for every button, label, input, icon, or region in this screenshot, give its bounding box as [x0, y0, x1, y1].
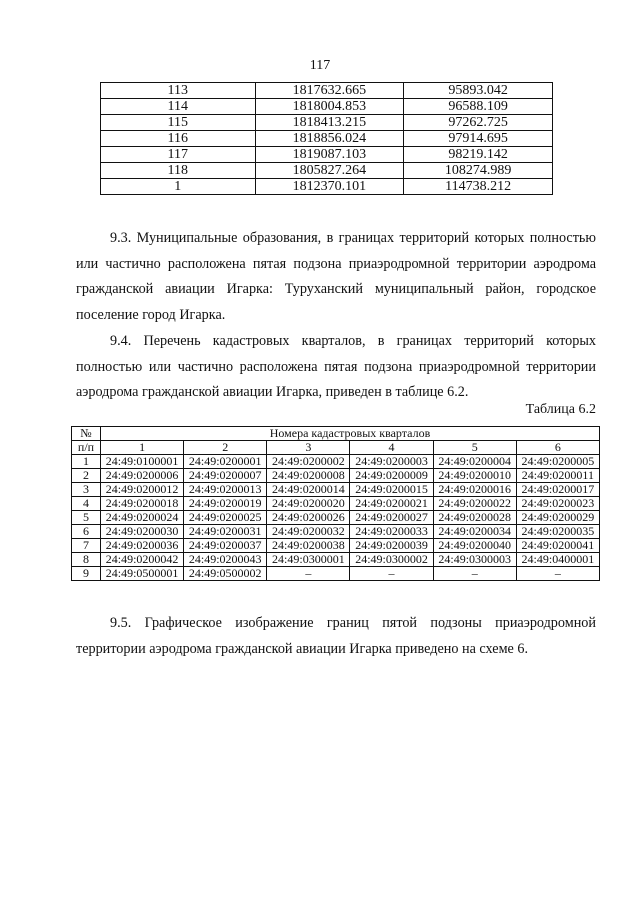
row-number: 6 — [72, 525, 101, 539]
table-row — [72, 525, 600, 539]
table-cell: 1819087.103 — [255, 147, 404, 163]
table-cell: 96588.109 — [404, 99, 553, 115]
table-cell: 1805827.264 — [255, 163, 404, 179]
cadastral-number: 24:49:0200031 — [184, 525, 267, 539]
page-number: 117 — [309, 58, 331, 73]
table-cell: 117 — [101, 147, 256, 163]
table-cell: 1817632.665 — [255, 83, 404, 99]
table-row — [72, 553, 600, 567]
cadastral-number: 24:49:0300002 — [350, 553, 433, 567]
cadastral-number: 24:49:0200030 — [101, 525, 184, 539]
table-cell: 1818856.024 — [255, 131, 404, 147]
cadastral-number: – — [267, 567, 350, 581]
cadastral-number: 24:49:0200036 — [101, 539, 184, 553]
cadastral-number: 24:49:0200013 — [184, 483, 267, 497]
row-number: 7 — [72, 539, 101, 553]
table-column-numbers-row — [72, 441, 600, 455]
table-row — [72, 539, 600, 553]
table-cell: 97914.695 — [404, 131, 553, 147]
table-cell: 98219.142 — [404, 147, 553, 163]
cadastral-number: 24:49:0200019 — [184, 497, 267, 511]
table-cell: 1812370.101 — [255, 179, 404, 195]
cadastral-number: 24:49:0200012 — [101, 483, 184, 497]
table-row — [101, 83, 553, 99]
paragraph-9-5 — [76, 611, 596, 662]
table-row — [72, 497, 600, 511]
row-number: 1 — [72, 455, 101, 469]
cadastral-number: 24:49:0200029 — [516, 511, 599, 525]
column-number: 3 — [267, 441, 350, 455]
table-cell: 113 — [101, 83, 256, 99]
paragraph-9-5-text: 9.5. Графическое изображение границ пятой подзоны приаэродромной территории аэродрома гражданской авиации Игарка приведено на схеме 6. — [76, 615, 596, 657]
cadastral-number: 24:49:0300001 — [267, 553, 350, 567]
cadastral-number: 24:49:0200002 — [267, 455, 350, 469]
cadastral-number: 24:49:0200040 — [433, 539, 516, 553]
table-cell: 114738.212 — [404, 179, 553, 195]
cadastral-number: 24:49:0200037 — [184, 539, 267, 553]
table-row — [101, 147, 553, 163]
cadastral-number: 24:49:0200042 — [101, 553, 184, 567]
table-row — [72, 511, 600, 525]
column-number: 1 — [101, 441, 184, 455]
row-number: 4 — [72, 497, 101, 511]
table-cell: 95893.042 — [404, 83, 553, 99]
cadastral-number: – — [516, 567, 599, 581]
table-row — [72, 455, 600, 469]
table-cell: 114 — [101, 99, 256, 115]
cadastral-number: 24:49:0200014 — [267, 483, 350, 497]
cadastral-number: 24:49:0500001 — [101, 567, 184, 581]
table-row — [101, 115, 553, 131]
cadastral-number: 24:49:0200026 — [267, 511, 350, 525]
cadastral-number: 24:49:0200027 — [350, 511, 433, 525]
table-row — [101, 179, 553, 195]
cadastral-number: 24:49:0200028 — [433, 511, 516, 525]
cadastral-number: 24:49:0200009 — [350, 469, 433, 483]
cadastral-table — [71, 426, 600, 581]
cadastral-number: 24:49:0200007 — [184, 469, 267, 483]
column-number: 5 — [433, 441, 516, 455]
cadastral-number: 24:49:0100001 — [101, 455, 184, 469]
table-cell: 1 — [101, 179, 256, 195]
cadastral-number: 24:49:0200034 — [433, 525, 516, 539]
header-num-line2: п/п — [72, 441, 101, 455]
cadastral-number: 24:49:0200043 — [184, 553, 267, 567]
header-group: Номера кадастровых кварталов — [101, 427, 600, 441]
table-cell: 115 — [101, 115, 256, 131]
row-number: 5 — [72, 511, 101, 525]
cadastral-number: 24:49:0200032 — [267, 525, 350, 539]
cadastral-number: 24:49:0200020 — [267, 497, 350, 511]
paragraph-9-4-text: 9.4. Перечень кадастровых кварталов, в границах территорий которых полностью или частично расположена пятая подзона приаэродромной территории аэродрома гражданской авиации Игарка, приведен в таблице 6.2. — [76, 333, 596, 400]
cadastral-number: 24:49:0200016 — [433, 483, 516, 497]
cadastral-number: 24:49:0300003 — [433, 553, 516, 567]
cadastral-number: 24:49:0200011 — [516, 469, 599, 483]
cadastral-number: 24:49:0200035 — [516, 525, 599, 539]
cadastral-number: 24:49:0200004 — [433, 455, 516, 469]
row-number: 9 — [72, 567, 101, 581]
column-number: 2 — [184, 441, 267, 455]
paragraph-9-3-text: 9.3. Муниципальные образования, в границах территорий которых полностью или частично расположена пятая подзона приаэродромной территории аэродрома гражданской авиации Игарка: Туруханский муниципальный район, городское поселение город Игарка. — [76, 230, 596, 323]
cadastral-number: 24:49:0200021 — [350, 497, 433, 511]
column-number: 4 — [350, 441, 433, 455]
table-row — [101, 131, 553, 147]
cadastral-number: 24:49:0200018 — [101, 497, 184, 511]
table-row — [101, 163, 553, 179]
row-number: 8 — [72, 553, 101, 567]
cadastral-number: 24:49:0200039 — [350, 539, 433, 553]
cadastral-number: 24:49:0200015 — [350, 483, 433, 497]
table-cell: 1818004.853 — [255, 99, 404, 115]
column-number: 6 — [516, 441, 599, 455]
table-row — [72, 567, 600, 581]
cadastral-number: 24:49:0200033 — [350, 525, 433, 539]
cadastral-number: 24:49:0200008 — [267, 469, 350, 483]
table-caption: Таблица 6.2 — [525, 402, 596, 417]
table-cell: 97262.725 — [404, 115, 553, 131]
cadastral-number: 24:49:0200025 — [184, 511, 267, 525]
cadastral-number: 24:49:0200023 — [516, 497, 599, 511]
paragraph-9-4 — [76, 329, 596, 406]
header-num-line1: № — [72, 427, 101, 441]
table-cell: 1818413.215 — [255, 115, 404, 131]
cadastral-number: 24:49:0400001 — [516, 553, 599, 567]
row-number: 3 — [72, 483, 101, 497]
cadastral-number: 24:49:0200010 — [433, 469, 516, 483]
cadastral-number: 24:49:0200003 — [350, 455, 433, 469]
table-header-row — [72, 427, 600, 441]
table-row — [101, 99, 553, 115]
cadastral-number: – — [350, 567, 433, 581]
table-cell: 108274.989 — [404, 163, 553, 179]
cadastral-number: 24:49:0200022 — [433, 497, 516, 511]
cadastral-number: 24:49:0500002 — [184, 567, 267, 581]
cadastral-number: 24:49:0200001 — [184, 455, 267, 469]
table-cell: 116 — [101, 131, 256, 147]
cadastral-number: 24:49:0200041 — [516, 539, 599, 553]
cadastral-number: 24:49:0200038 — [267, 539, 350, 553]
cadastral-number: 24:49:0200024 — [101, 511, 184, 525]
cadastral-number: – — [433, 567, 516, 581]
cadastral-number: 24:49:0200017 — [516, 483, 599, 497]
table-cell: 118 — [101, 163, 256, 179]
cadastral-number: 24:49:0200005 — [516, 455, 599, 469]
row-number: 2 — [72, 469, 101, 483]
table-row — [72, 483, 600, 497]
cadastral-number: 24:49:0200006 — [101, 469, 184, 483]
table-row — [72, 469, 600, 483]
paragraph-9-3 — [76, 226, 596, 328]
coordinates-table — [100, 82, 553, 195]
